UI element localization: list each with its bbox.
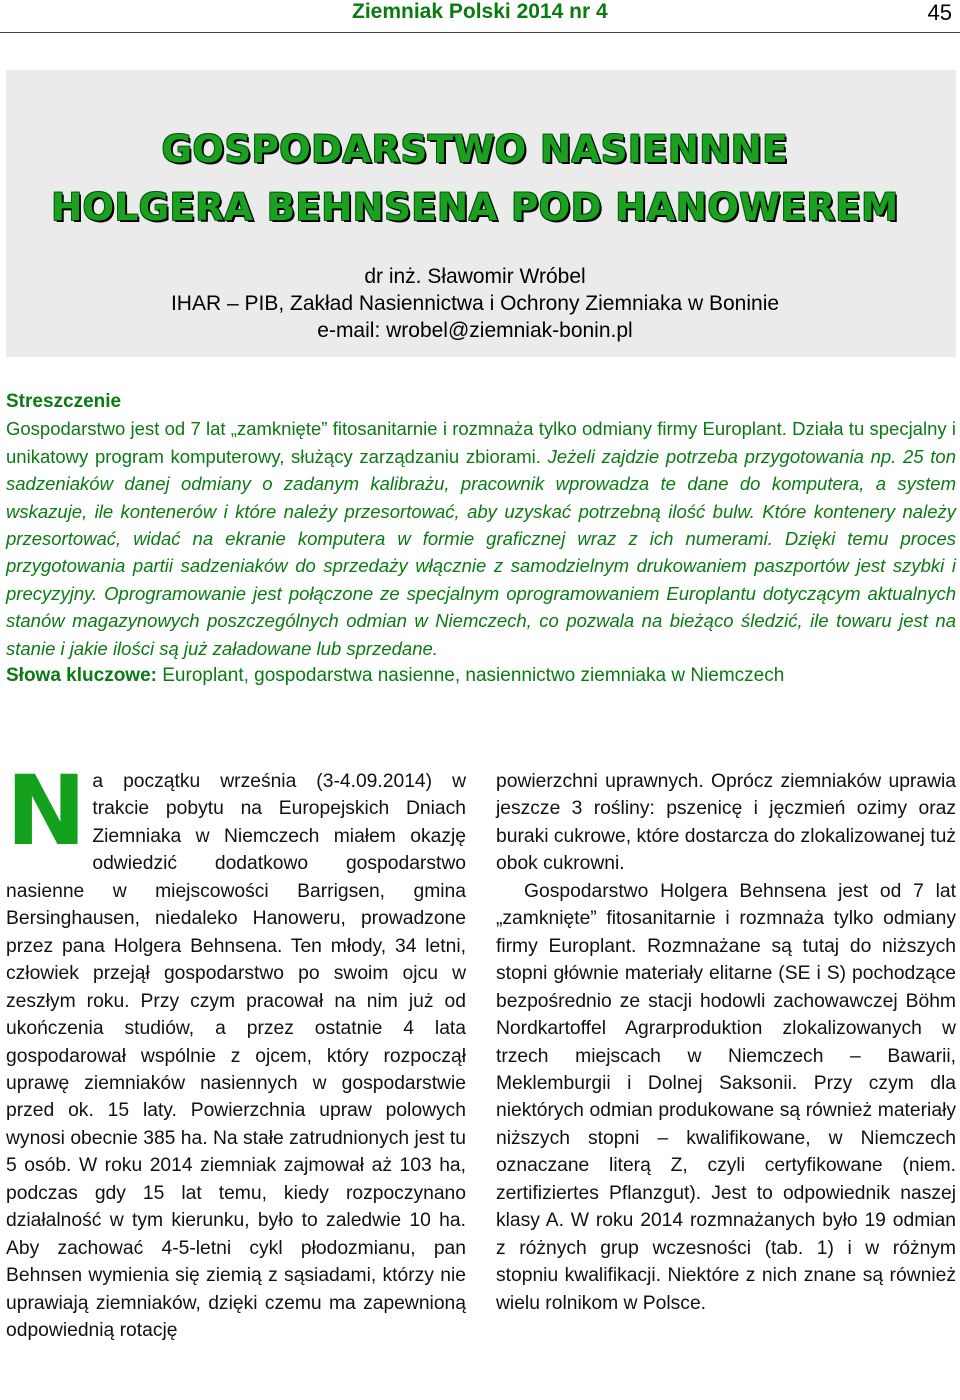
abstract-text — [6, 415, 956, 662]
abstract-text-part-2: Jeżeli zajdzie potrzeba przygotowania np. 25 ton sadzeniaków danej odmiany o zadanym kalibrażu, pracownik wprowadza te dane do komputera, a system wskazuje, ile kontenerów i które należy przesortować, aby uzyskać potrzebną ilość bulw. Które kontenery należy przesortować, widać na ekranie komputera w formie graficznej wraz z ich numerami. Dzięki temu proces przygotowania partii sadzeniaków do sprzedaży włącznie z samodzielnym drukowaniem paszportów jest szybki i precyzyjny. Oprogramowanie jest połączone ze specjalnym oprogramowaniem Europlantu dotyczącym aktualnych stanów magazynowych poszczególnych odmian w Niemczech, co pozwala na bieżąco śledzić, ile towaru jest na stanie i jakie ilości są już załadowane lub sprzedane. — [6, 445, 957, 659]
article-title-line-1: GOSPODARSTWO NASIENNNE — [161, 128, 789, 171]
drop-cap: N — [6, 755, 87, 867]
author-email: e-mail: wrobel@ziemniak-bonin.pl — [317, 319, 633, 342]
page-number: 45 — [927, 0, 952, 25]
article-title-line-2: HOLGERA BEHNSENA POD HANOWEREM — [51, 186, 899, 229]
header-divider — [0, 32, 960, 33]
keywords — [6, 662, 956, 689]
abstract-heading: Streszczenie — [6, 391, 122, 412]
abstract-section — [6, 388, 956, 689]
author-affiliation: IHAR – PIB, Zakład Nasiennictwa i Ochrony Ziemniaka w Boninie — [170, 292, 780, 315]
abstract-text-part-1: Gospodarstwo jest od 7 lat „zamknięte” fitosanitarnie i rozmnaża tylko odmiany firmy Europlant. Działa tu specjalny i unikatowy program komputerowy, służący zarządzaniu zbiorami. — [6, 418, 956, 467]
body-paragraph-2: Gospodarstwo Holgera Behnsena jest od 7 lat „zamknięte” fitosanitarnie i rozmnaża tylko odmiany firmy Europlant. Rozmnażane są tutaj do niższych stopni głównie materiały elitarne (SE i S) pochodzące bezpośrednio ze stacji hodowli zachowawczej Böhm Nordkartoffel Agrarproduktion zlokalizowanych w trzech miejscach w Niemczech – Bawarii, Meklemburgii i Dolnej Saksonii. Przy czym dla niektórych odmian produkowane są również materiały niższych stopni – kwalifikowane, w Niemczech oznaczane literą Z, czyli certyfikowane (niem. zertifiziertes Pflanzgut). Jest to odpowiednik naszej klasy A. W roku 2014 rozmnażanych było 19 odmian z różnych grup wczesności (tab. 1) i w różnym stopniu kwalifikacji. Niektóre z nich znane są również wielu rolnikom w Polsce. — [496, 880, 956, 1314]
journal-title: Ziemniak Polski 2014 nr 4 — [352, 0, 608, 23]
author-name: dr inż. Sławomir Wróbel — [364, 265, 586, 288]
keywords-list: Europlant, gospodarstwa nasienne, nasiennictwo ziemniaka w Niemczech — [156, 665, 785, 687]
body-paragraph-1-continued: powierzchni uprawnych. Oprócz ziemniaków uprawia jeszcze 3 rośliny: pszenicę i jęczmień ozimy oraz buraki cukrowe, które dostarcza do zlokalizowanej tuż obok cukrowni. — [496, 771, 956, 875]
body-column-left — [6, 755, 466, 1345]
keywords-label: Słowa kluczowe: — [6, 665, 157, 687]
body-column-right — [496, 768, 956, 1317]
body-paragraph-1: a początku września (3-4.09.2014) w trakcie pobytu na Europejskich Dniach Ziemniaka w Niemczech miałem okazję odwiedzić dodatkowo gospodarstwo nasienne w miejscowości Barrigsen, gmina Bersinghausen, niedaleko Hanoweru, prowadzone przez pana Holgera Behnsena. Ten młody, 34 letni, człowiek przejął gospodarstwo po swoim ojcu w zeszłym roku. Przy czym pracował na nim już od ukończenia studiów, a przez ostatnie 4 lata gospodarował wspólnie z ojcem, który rozpoczął uprawę ziemniaków nasiennych w gospodarstwie przed ok. 15 laty. Powierzchnia upraw polowych wynosi obecnie 385 ha. Na stałe zatrudnionych jest tu 5 osób. W roku 2014 ziemniak zajmował aż 103 ha, podczas gdy 15 lat temu, kiedy rozpoczynano działalność w tym kierunku, było to zaledwie 10 ha. Aby zachować 4-5-letni cykl płodozmianu, pan Behnsen wymienia się ziemią z sąsiadami, którzy nie uprawiają ziemniaków, dzięki czemu ma zapewnioną odpowiednią rotację — [6, 771, 466, 1342]
